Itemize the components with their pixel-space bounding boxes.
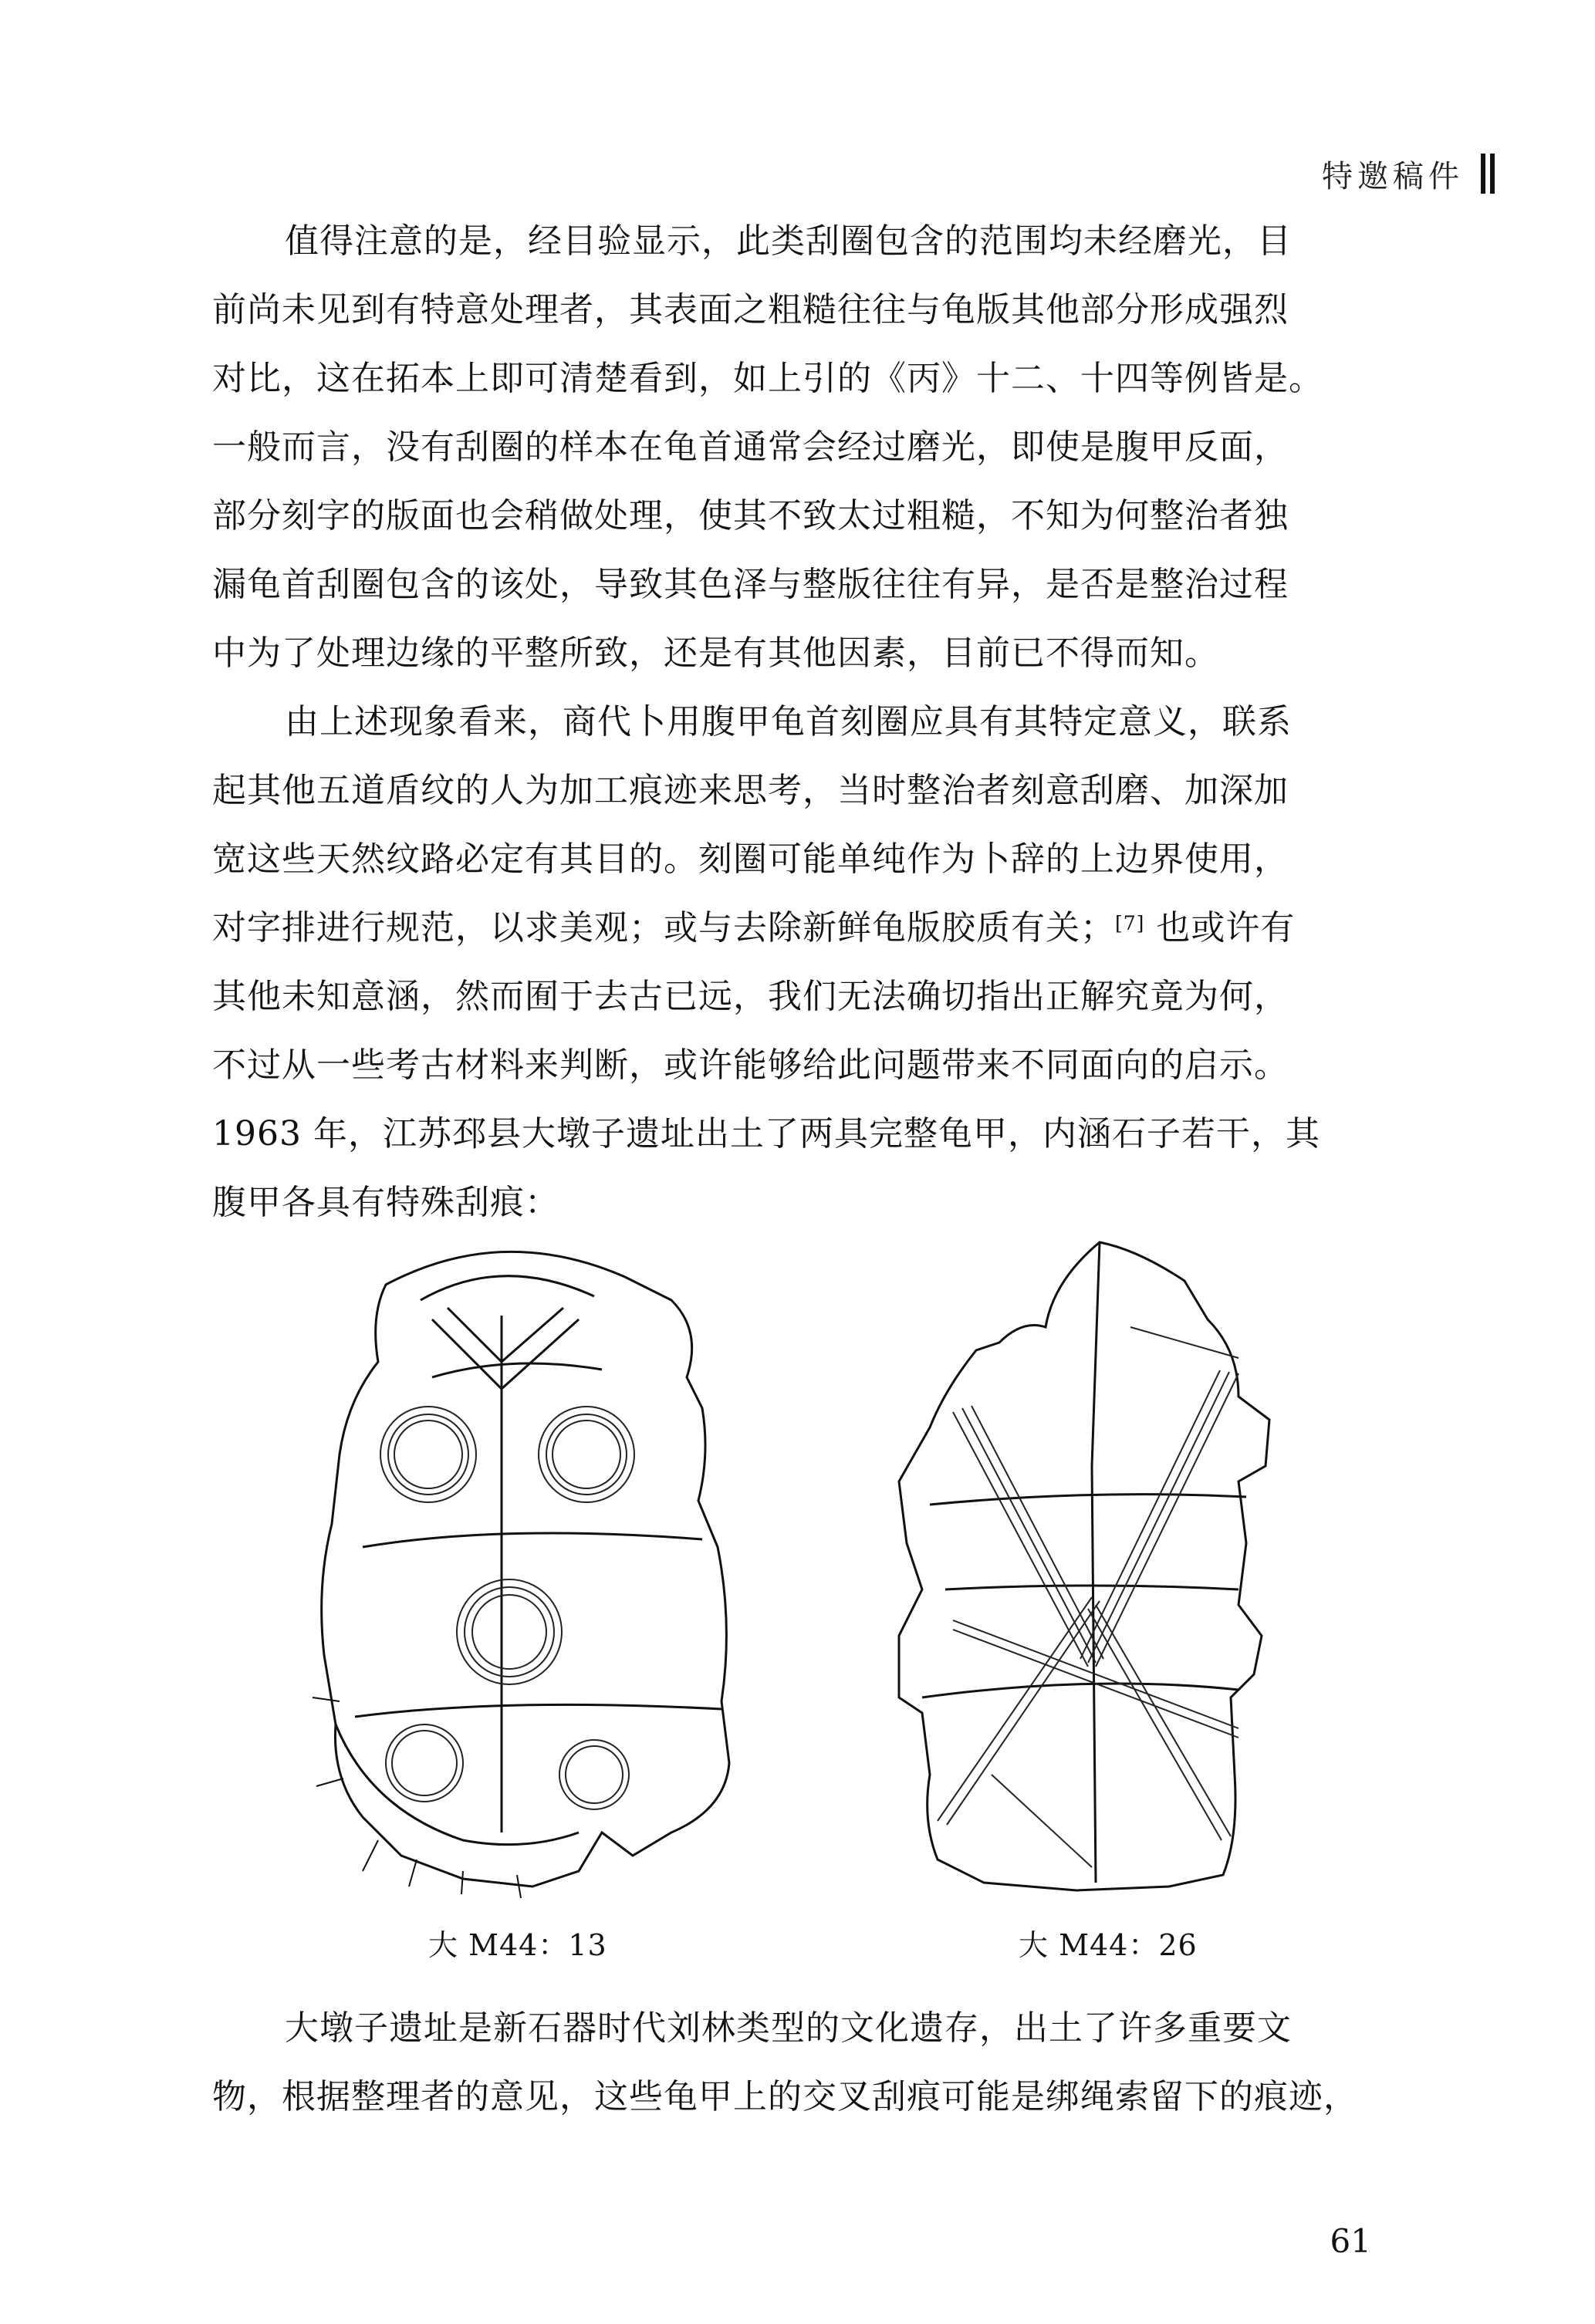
text-line: 物，根据整理者的意见，这些龟甲上的交叉刮痕可能是绑绳索留下的痕迹， bbox=[212, 2077, 1358, 2116]
running-header bbox=[1322, 150, 1495, 197]
paragraph-2 bbox=[212, 687, 1385, 1237]
figure-caption-left: 大 M44：13 bbox=[428, 1928, 607, 1962]
text-line: 由上述现象看来，商代卜用腹甲龟首刻圈应具有其特定意义，联系 bbox=[285, 702, 1292, 741]
page-number: 61 bbox=[1330, 2222, 1371, 2260]
text-line: 一般而言，没有刮圈的样本在龟首通常会经过磨光，即使是腹甲反面， bbox=[212, 427, 1289, 467]
text-line: 对比，这在拓本上即可清楚看到，如上引的《丙》十二、十四等例皆是。 bbox=[212, 359, 1323, 398]
text-line: 值得注意的是，经目验显示，此类刮圈包含的范围均未经磨光，目 bbox=[285, 221, 1292, 261]
header-double-bar-icon bbox=[1481, 154, 1495, 194]
text-line: 腹甲各具有特殊刮痕： bbox=[212, 1183, 559, 1222]
text-line: 漏龟首刮圈包含的该处，导致其色泽与整版往往有异，是否是整治过程 bbox=[212, 565, 1289, 604]
text-line: 大墩子遗址是新石器时代刘林类型的文化遗存，出土了许多重要文 bbox=[285, 2008, 1292, 2048]
text-line: 中为了处理边缘的平整所致，还是有其他因素，目前已不得而知。 bbox=[212, 633, 1219, 673]
plastron-figure-circles bbox=[270, 1223, 764, 1902]
text-line: 1963 年，江苏邳县大墩子遗址出土了两具完整龟甲，内涵石子若干，其 bbox=[212, 1114, 1320, 1154]
paragraph-3 bbox=[212, 1994, 1385, 2131]
figure-caption-right: 大 M44：26 bbox=[1019, 1928, 1198, 1962]
text-line: 不过从一些考古材料来判断，或许能够给此问题带来不同面向的启示。 bbox=[212, 1045, 1289, 1085]
text-line: 前尚未见到有特意处理者，其表面之粗糙往往与龟版其他部分形成强烈 bbox=[212, 290, 1289, 329]
text-line: 起其他五道盾纹的人为加工痕迹来思考，当时整治者刻意刮磨、加深加 bbox=[212, 771, 1289, 810]
text-line: 宽这些天然纹路必定有其目的。刻圈可能单纯作为卜辞的上边界使用， bbox=[212, 839, 1289, 879]
text-line: 部分刻字的版面也会稍做处理，使其不致太过粗糙，不知为何整治者独 bbox=[212, 496, 1289, 535]
text-segment: 也或许有 bbox=[1144, 908, 1296, 948]
paragraph-1 bbox=[212, 207, 1385, 687]
text-line-with-note bbox=[212, 893, 1385, 962]
footnote-ref[interactable]: [7] bbox=[1115, 912, 1145, 934]
header-title: 特邀稿件 bbox=[1322, 158, 1464, 194]
text-segment: 对字排进行规范，以求美观；或与去除新鲜龟版胶质有关； bbox=[212, 908, 1115, 948]
plastron-figure-crosses bbox=[876, 1235, 1323, 1914]
text-line: 其他未知意涵，然而囿于去古已远，我们无法确切指出正解究竟为何， bbox=[212, 977, 1289, 1016]
